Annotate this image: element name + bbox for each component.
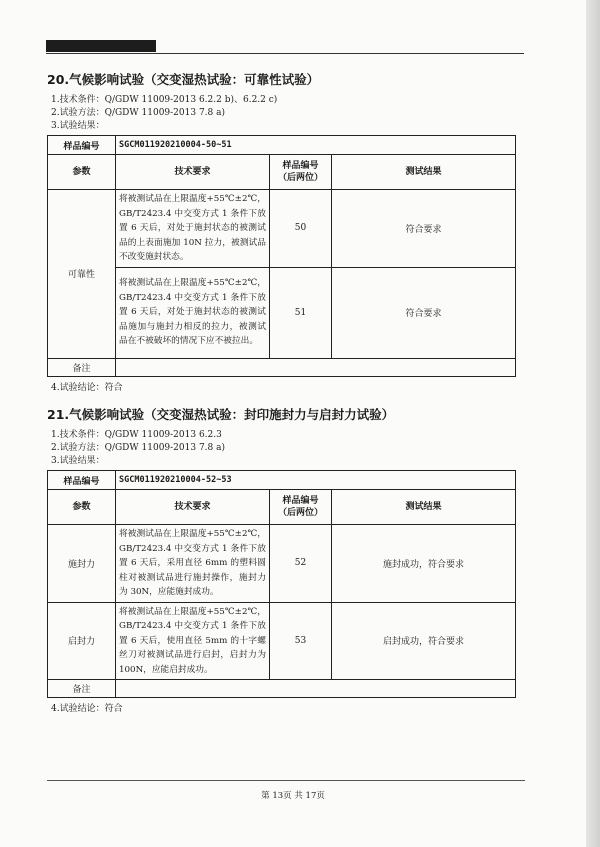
table-header-row	[48, 490, 516, 525]
header-result: 测试结果	[332, 155, 516, 190]
section-21-table	[47, 470, 516, 698]
header-sample-no-line2: （后两位）	[277, 173, 323, 183]
note-value	[116, 358, 516, 376]
sample-row	[48, 136, 516, 155]
requirement-cell: 将被测试品在上限温度+55℃±2℃，GB/T2423.4 中交变方式 1 条件下放置 6 天后，对处于施封状态的被测试品施加与施封力相反的拉力，被测试品在不被破坏的情况下应不被拉出。	[116, 267, 270, 358]
note-label: 备注	[48, 358, 116, 376]
result-cell: 符合要求	[332, 190, 516, 268]
sample-value: SGCM011920210004-50~51	[116, 136, 516, 155]
header-sample-no	[270, 490, 332, 525]
section-21-result-heading: 3.试验结果：	[51, 456, 105, 466]
header-sample-no-line1: 样品编号	[282, 161, 319, 171]
header-param: 参数	[48, 490, 116, 525]
result-cell: 启封成功，符合要求	[332, 602, 516, 680]
header-bar	[46, 40, 156, 52]
section-20-conclusion: 4.试验结论：符合	[51, 382, 123, 393]
section-21-title: 21.气候影响试验（交变湿热试验：封印施封力与启封力试验）	[47, 407, 395, 422]
sample-row	[48, 471, 516, 490]
result-cell: 符合要求	[332, 267, 516, 358]
table-row	[48, 602, 516, 680]
header-result: 测试结果	[332, 490, 516, 525]
table-row	[48, 190, 516, 268]
section-20-table	[47, 135, 516, 377]
note-value	[116, 680, 516, 698]
param-cell: 可靠性	[48, 190, 116, 359]
sample-no-cell: 53	[270, 602, 332, 680]
section-20-method: 2.试验方法：Q/GDW 11009-2013 7.8 a)	[51, 108, 226, 118]
header-rule	[46, 53, 524, 54]
section-20-result-heading: 3.试验结果：	[51, 121, 105, 131]
table-row	[48, 525, 516, 603]
header-sample-no-line1: 样品编号	[282, 496, 319, 506]
sample-label: 样品编号	[48, 136, 116, 155]
footer-rule	[47, 780, 525, 781]
requirement-cell: 将被测试品在上限温度+55℃±2℃，GB/T2423.4 中交变方式 1 条件下放置 6 天后，对处于施封状态的被测试品的上表面施加 10N 拉力，被测试品不改变施封状态。	[116, 190, 270, 268]
section-21-method: 2.试验方法：Q/GDW 11009-2013 7.8 a)	[51, 443, 226, 453]
section-21-conclusion: 4.试验结论：符合	[51, 704, 123, 714]
param-cell: 启封力	[48, 602, 116, 680]
note-row	[48, 680, 516, 698]
scan-edge	[586, 0, 600, 847]
sample-label: 样品编号	[48, 471, 116, 490]
sample-no-cell: 51	[270, 267, 332, 358]
sample-value: SGCM011920210004-52~53	[116, 471, 516, 490]
note-row	[48, 358, 516, 376]
table-row	[48, 267, 516, 358]
requirement-cell: 将被测试品在上限温度+55℃±2℃，GB/T2423.4 中交变方式 1 条件下放置 6 天后，采用直径 6mm 的塑料圆柱对被测试品进行施封操作，施封力为 30N，应能施封成功。	[116, 525, 270, 603]
sample-no-cell: 52	[270, 525, 332, 603]
param-cell: 施封力	[48, 525, 116, 603]
result-cell: 施封成功，符合要求	[332, 525, 516, 603]
requirement-cell: 将被测试品在上限温度+55℃±2℃，GB/T2423.4 中交变方式 1 条件下放置 6 天后，使用直径 5mm 的十字螺丝刀对被测试品进行启封，启封力为 100N，应能启封成功。	[116, 602, 270, 680]
section-21-condition: 1.技术条件：Q/GDW 11009-2013 6.2.3	[51, 430, 222, 440]
header-requirement: 技术要求	[116, 490, 270, 525]
section-20-condition: 1.技术条件：Q/GDW 11009-2013 6.2.2 b)、6.2.2 c)	[51, 95, 278, 105]
header-requirement: 技术要求	[116, 155, 270, 190]
sample-no-cell: 50	[270, 190, 332, 268]
header-sample-no-line2: （后两位）	[277, 508, 323, 518]
table-header-row	[48, 155, 516, 190]
section-20	[47, 70, 517, 393]
page-number: 第 13页 共 17页	[261, 791, 325, 801]
section-21	[47, 405, 517, 714]
header-param: 参数	[48, 155, 116, 190]
header-sample-no	[270, 155, 332, 190]
section-20-title: 20.气候影响试验（交变湿热试验：可靠性试验）	[47, 72, 320, 87]
note-label: 备注	[48, 680, 116, 698]
